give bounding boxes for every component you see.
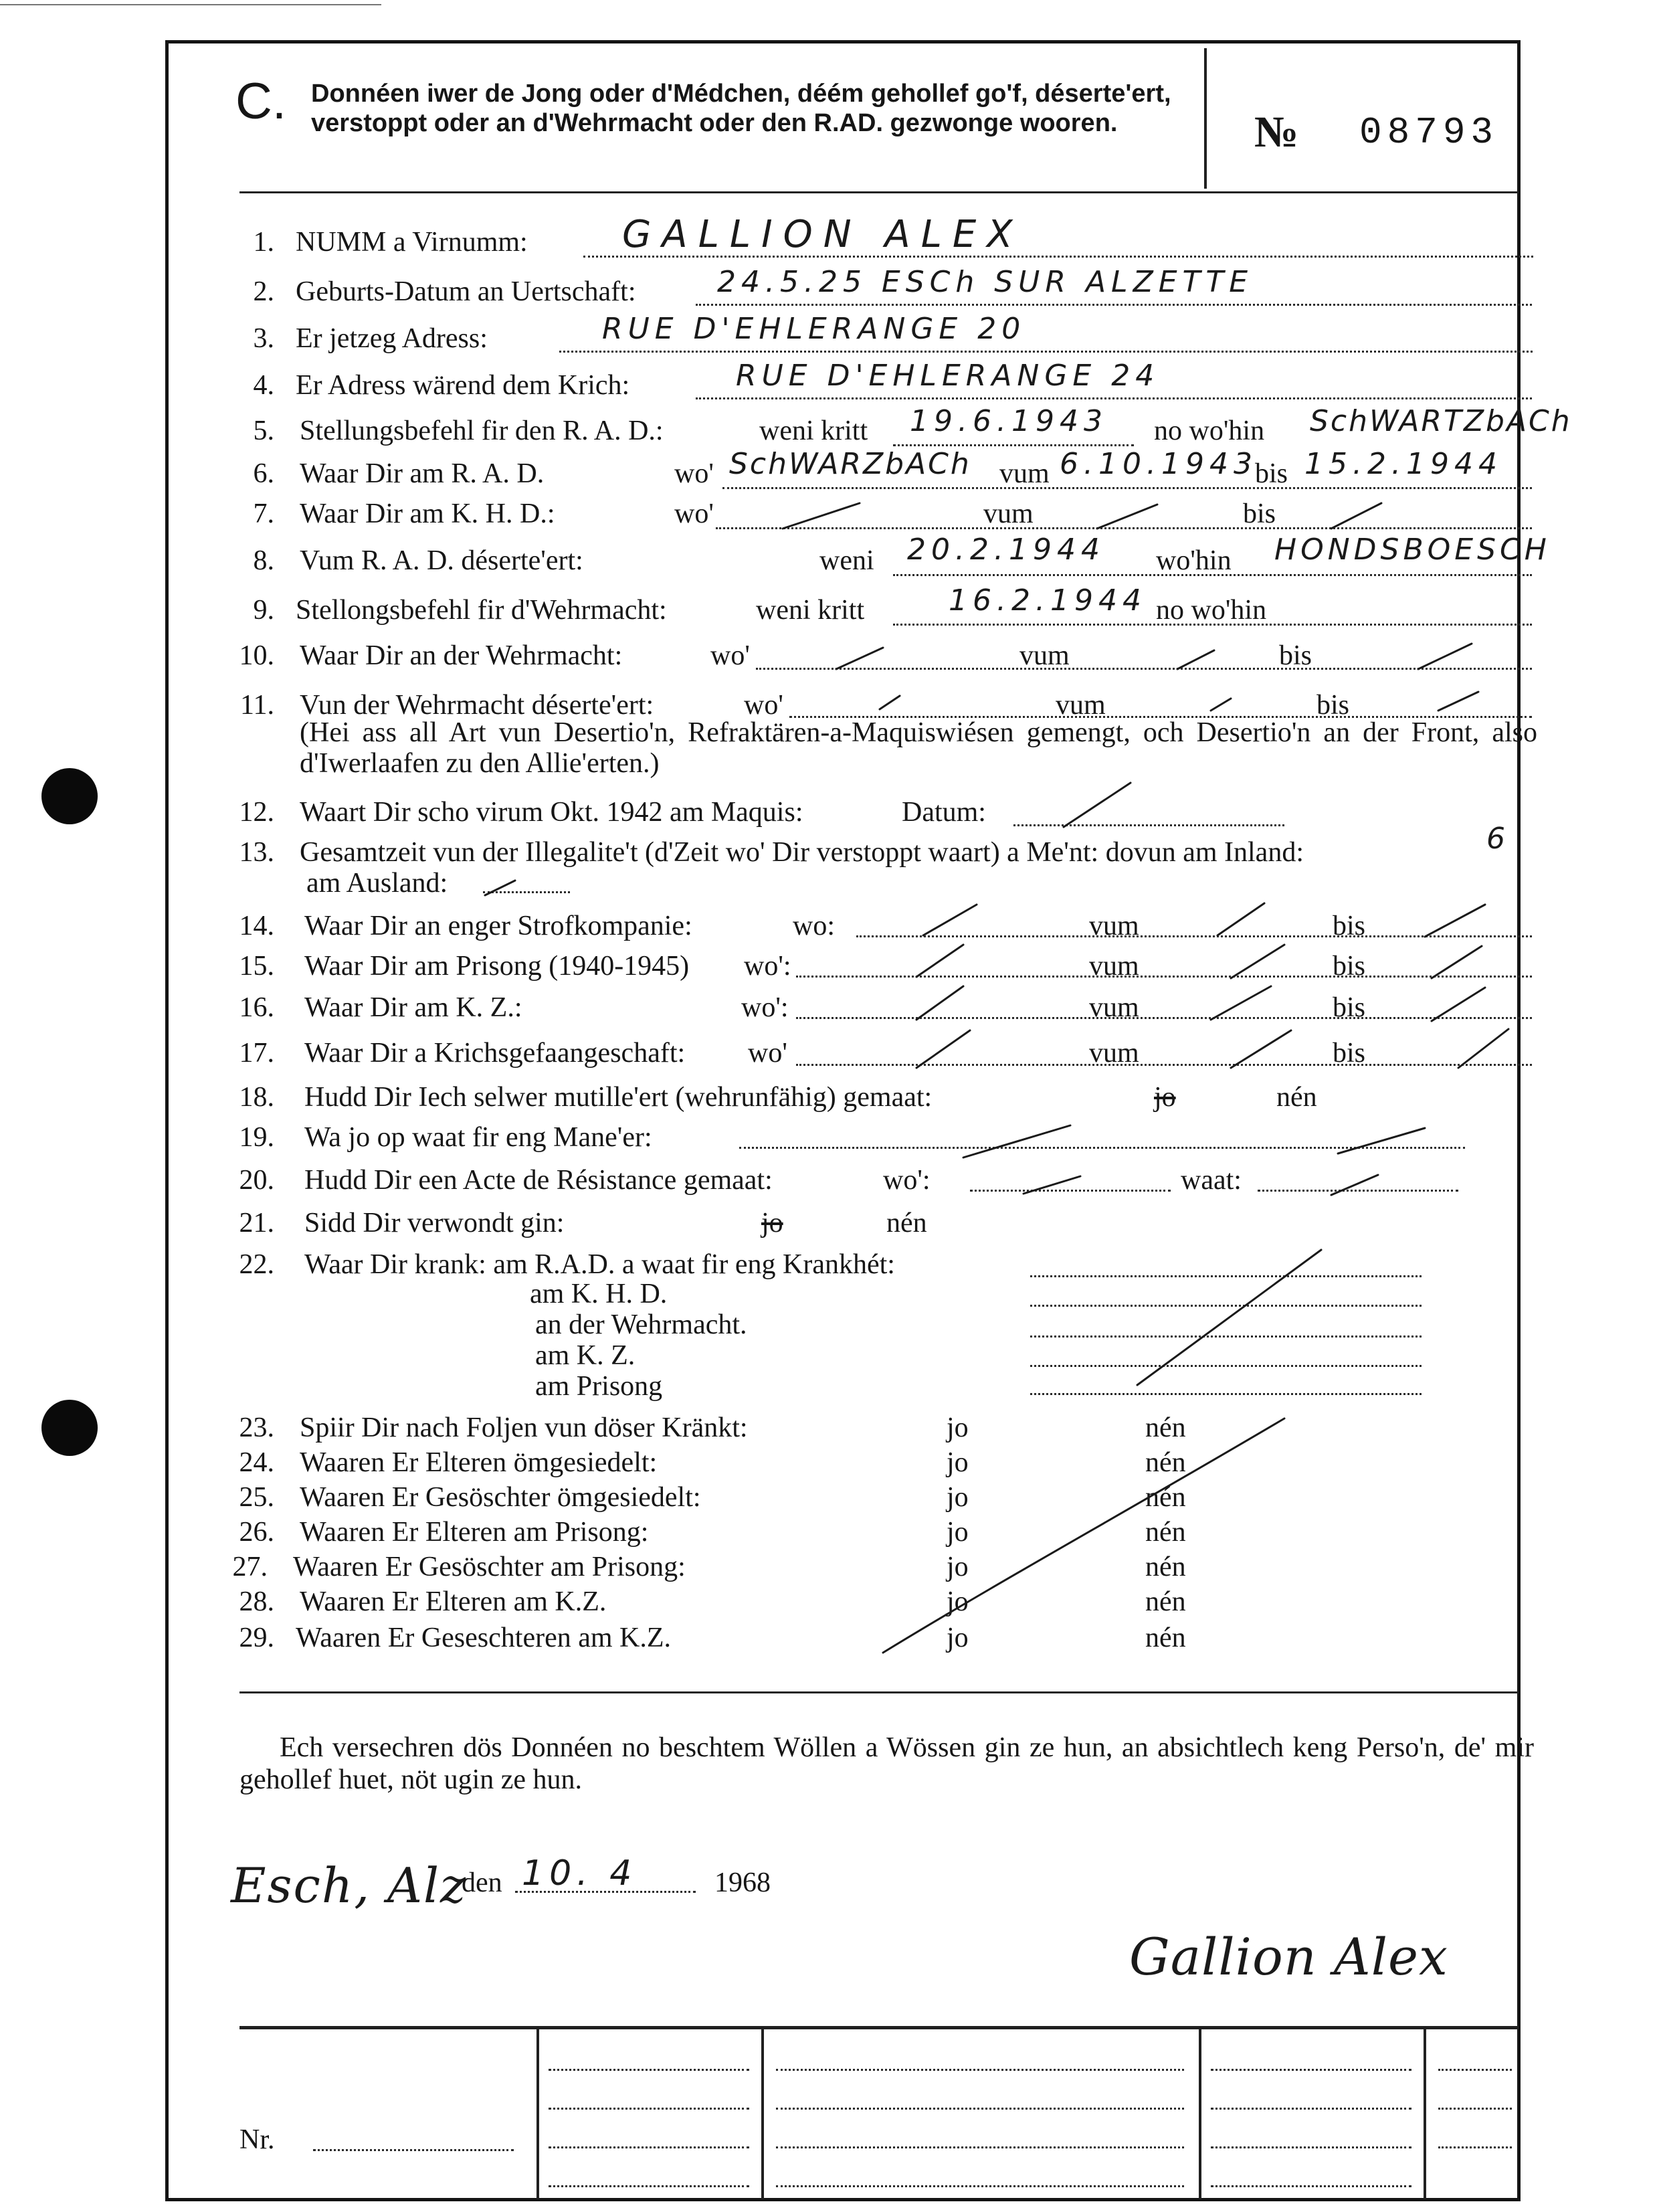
field-label: Gesamtzeit vun der Illegalite't (d'Zeit wo' Dir verstoppt waart) a Me'nt: dovun am Inland: [300,837,1304,868]
section-letter: C. [235,73,286,130]
form-number: 08793 [1359,111,1499,154]
field-line [722,487,1532,489]
field-label: Wa jo op waat fir eng Mane'er: [304,1122,652,1153]
field-line [1030,1275,1422,1277]
grid-line [549,2069,749,2071]
row-number: 22. [239,1249,274,1280]
answer-no[interactable]: nén [1145,1623,1186,1653]
field-line [1030,1335,1422,1338]
field-line [716,527,1532,529]
field-label: bis [1255,458,1288,489]
answer-no[interactable]: nén [1145,1586,1186,1617]
declaration-divider [239,1691,1519,1693]
grid-line [1438,2108,1512,2110]
date-year: 1968 [714,1867,771,1898]
birth-value[interactable]: 24.5.25 ESCh SUR ALZETTE [717,265,1254,299]
field-label: Waar Dir an enger Strofkompanie: [304,911,692,941]
field-label: Datum: [902,797,986,828]
punch-hole-top [41,768,98,824]
grid-line [1211,2146,1411,2148]
grid-line [1211,2108,1411,2110]
row-number: 8. [253,545,274,576]
answer-no[interactable]: nén [1145,1412,1186,1443]
row-number: 23. [239,1412,274,1443]
field-line [1030,1393,1422,1395]
field-line [893,444,1134,446]
field-label: wo' [710,640,750,671]
row-number: 16. [239,992,274,1023]
field-label: weni [819,545,874,576]
field-label: wo'hin [1156,545,1232,576]
field-label: Spiir Dir nach Foljen vun döser Kränkt: [300,1412,748,1443]
bottom-grid-divider [1424,2029,1426,2199]
header-divider-vertical [1204,48,1207,189]
field-label: Waaren Er Elteren am Prisong: [300,1517,649,1548]
answer-yes[interactable]: jo [761,1208,783,1238]
answer-yes[interactable]: jo [947,1552,969,1582]
field-label: Waar Dir am Prisong (1940-1945) [304,951,690,982]
field-label: weni kritt [756,595,865,626]
grid-line [776,2185,1184,2187]
field-label: no wo'hin [1156,595,1267,626]
field-label: wo': [741,992,789,1023]
answer-no[interactable]: nén [1145,1482,1186,1513]
field-label: Hudd Dir Iech selwer mutille'ert (wehrunfähig) gemaat: [304,1082,933,1113]
address-value[interactable]: RUE D'EHLERANGE 20 [602,312,1026,346]
row-number: 28. [239,1586,274,1617]
field-line [796,1017,1532,1019]
grid-line [776,2146,1184,2148]
row-number: 9. [253,595,274,626]
field-line [856,935,1532,937]
row-number: 14. [239,911,274,941]
signature-place: Esch, Alz [231,1857,467,1914]
field-label: vum [983,498,1034,529]
field-label: waat: [1181,1165,1242,1196]
row-number: 13. [239,837,274,868]
row-number: 5. [253,416,274,446]
field-label: Er jetzeg Adress: [296,323,488,354]
field-label: Hudd Dir een Acte de Résistance gemaat: [304,1165,773,1196]
field-line [893,624,1532,626]
row-number: 29. [239,1623,274,1653]
field-label: no wo'hin [1154,416,1265,446]
field-label: Waaren Er Geseschteren am K.Z. [296,1623,672,1653]
field-label: bis [1333,1038,1366,1069]
row-number: 10. [239,640,274,671]
field-line [796,1064,1532,1066]
field-label: bis [1333,911,1366,941]
field-label: Waaren Er Elteren am K.Z. [300,1586,607,1617]
field-label: vum [1019,640,1070,671]
field-label: Waaren Er Gesöschter ömgesiedelt: [300,1482,701,1513]
field-label: bis [1333,951,1366,982]
grid-line [776,2069,1184,2071]
field-label: Stellongsbefehl fir d'Wehrmacht: [296,595,667,626]
field-label: wo' [748,1038,787,1069]
field-label: Vum R. A. D. déserte'ert: [300,545,583,576]
row-number: 25. [239,1482,274,1513]
field-line [756,668,1532,670]
field-label: bis [1243,498,1276,529]
field-label: wo: [793,911,835,941]
grid-line [549,2146,749,2148]
field-label: Waar Dir am K. H. D.: [300,498,555,529]
bottom-grid-divider [1199,2029,1201,2199]
signature: Gallion Alex [1129,1927,1448,1987]
answer-yes[interactable]: jo [947,1623,969,1653]
field-label: am Ausland: [306,868,448,899]
field-sublabel: am Prisong [535,1371,663,1402]
row-number: 1. [253,227,274,258]
signature-date[interactable]: 10. 4 [522,1853,638,1894]
grid-line [1211,2185,1411,2187]
row-number: 7. [253,498,274,529]
date-prefix: den [462,1867,502,1898]
desertion-place[interactable]: HONDSBOESCH [1274,533,1551,567]
row-number: 2. [253,276,274,307]
header-divider [239,191,1519,193]
field-line [1030,1365,1422,1367]
row-number: 17. [239,1038,274,1069]
field-label: Stellungsbefehl fir den R. A. D.: [300,416,664,446]
field-label: Geburts-Datum an Uertschaft: [296,276,636,307]
name-value[interactable]: GALLION ALEX [622,213,1023,256]
field-line [893,574,1532,576]
field-sublabel: am K. Z. [535,1340,636,1371]
bottom-grid-divider [761,2029,764,2199]
punch-hole-bottom [41,1400,98,1456]
field-label: vum [1089,951,1139,982]
row-11-note: (Hei ass all Art vun Desertio'n, Refraktären-a-Maquiswiésen gemengt, och Desertio'n an der Front, also d'Iwerlaafen zu den Allie'erten.) [300,717,1537,779]
answer-yes[interactable]: jo [947,1447,969,1478]
bottom-grid-top [239,2026,1519,2029]
row-number: 24. [239,1447,274,1478]
grid-line [1211,2069,1411,2071]
row-number: 6. [253,458,274,489]
row-number: 4. [253,370,274,401]
answer-no[interactable]: nén [1145,1447,1186,1478]
field-label: Sidd Dir verwondt gin: [304,1208,565,1238]
field-label: bis [1333,992,1366,1023]
field-label: bis [1279,640,1312,671]
nr-label: Nr. [239,2124,275,2155]
field-label: Waar Dir am R. A. D. [300,458,545,489]
answer-yes[interactable]: jo [947,1586,969,1617]
answer-yes[interactable]: jo [947,1412,969,1443]
row-number: 15. [239,951,274,982]
wehrmacht-order-date[interactable]: 16.2.1944 [949,583,1147,618]
field-label: wo' [674,498,714,529]
rad-to[interactable]: 15.2.1944 [1304,447,1502,481]
row-number: 12. [239,797,274,828]
declaration-text: Ech versechren dös Donnéen no beschtem Wöllen a Wössen gin ze hun, an absichtlech keng Perso'n, de' mir gehollef huet, nöt ugin ze hun. [239,1732,1534,1795]
number-symbol: № [1254,108,1299,157]
field-label: vum [1089,1038,1139,1069]
field-line [796,976,1532,978]
answer-yes[interactable]: jo [947,1482,969,1513]
field-line [1013,824,1284,826]
rad-order-place[interactable]: SchWARTZbACh [1310,404,1572,438]
war-address-value[interactable]: RUE D'EHLERANGE 24 [736,359,1160,393]
desertion-date[interactable]: 20.2.1944 [907,533,1105,567]
row-number: 20. [239,1165,274,1196]
field-label: wo': [883,1165,931,1196]
field-line [696,397,1532,399]
field-label: NUMM a Virnumm: [296,227,528,258]
answer-yes[interactable]: jo [947,1517,969,1548]
field-label: Waar Dir an der Wehrmacht: [300,640,623,671]
field-label: wo' [744,690,783,721]
answer-no[interactable]: nén [886,1208,927,1238]
nr-line [313,2149,514,2151]
field-sublabel: an der Wehrmacht. [535,1309,747,1340]
row-number: 11. [240,690,274,721]
field-line [970,1190,1171,1192]
field-label: vum [1056,690,1106,721]
field-sublabel: am K. H. D. [530,1279,668,1309]
row-number: 26. [239,1517,274,1548]
field-label: Waar Dir krank: am R.A.D. a waat fir eng Krankhét: [304,1249,895,1280]
field-label: vum [1089,911,1139,941]
grid-line [549,2108,749,2110]
field-label: Vun der Wehrmacht déserte'ert: [300,690,654,721]
field-label: Waar Dir a Krichsgefaangeschaft: [304,1038,686,1069]
field-line [739,1147,1465,1149]
field-label: bis [1316,690,1350,721]
rad-order-date[interactable]: 19.6.1943 [910,404,1108,438]
field-label: wo' [674,458,714,489]
top-edge-line [0,4,381,5]
rad-place[interactable]: SchWARZbACh [729,447,971,481]
inland-months[interactable]: 6 [1486,822,1510,856]
field-label: Waart Dir scho virum Okt. 1942 am Maquis: [300,797,803,828]
field-line [483,891,570,893]
row-number: 21. [239,1208,274,1238]
field-line [559,351,1533,353]
grid-line [549,2185,749,2187]
field-line [1258,1190,1458,1192]
answer-no[interactable]: nén [1145,1552,1186,1582]
answer-no[interactable]: nén [1276,1082,1317,1113]
field-label: vum [999,458,1050,489]
field-label: Er Adress wärend dem Krich: [296,370,630,401]
grid-line [1438,2146,1512,2148]
field-line [1030,1305,1422,1307]
bottom-grid-divider [536,2029,539,2199]
row-number: 27. [232,1552,268,1582]
row-number: 19. [239,1122,274,1153]
row-number: 3. [253,323,274,354]
rad-from[interactable]: 6.10.1943 [1060,447,1258,481]
answer-no[interactable]: nén [1145,1517,1186,1548]
field-label: Waaren Er Gesöschter am Prisong: [293,1552,686,1582]
field-label: wo': [744,951,791,982]
grid-line [776,2108,1184,2110]
field-line [696,304,1532,306]
field-label: Waaren Er Elteren ömgesiedelt: [300,1447,658,1478]
field-label: Waar Dir am K. Z.: [304,992,522,1023]
form-title: Donnéen iwer de Jong oder d'Médchen, déém gehollef go'f, déserte'ert, verstoppt oder an d'Wehrmacht oder den R.AD. gezwonge wooren. [311,80,1171,137]
row-number: 18. [239,1082,274,1113]
field-label: weni kritt [759,416,868,446]
grid-line [1438,2069,1512,2071]
field-label: vum [1089,992,1139,1023]
answer-yes[interactable]: jo [1154,1082,1176,1113]
